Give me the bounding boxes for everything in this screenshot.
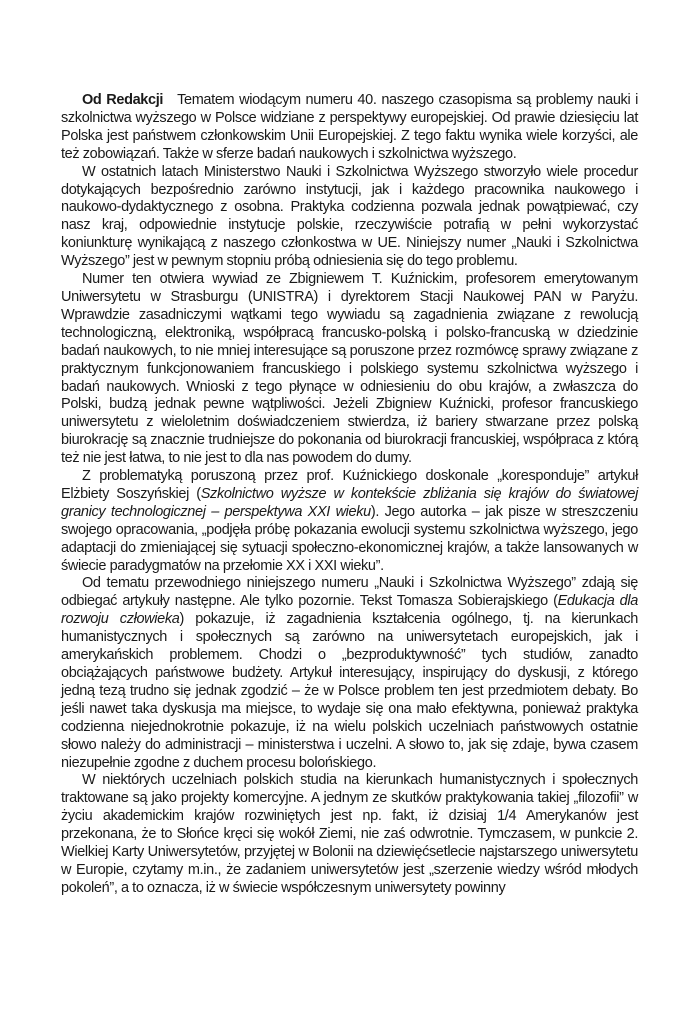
paragraph-1 — [61, 92, 638, 164]
paragraph-5-text-end: ) pokazuje, iż zagadnienia kształcenia ogólnego, tj. na kierunkach humanistycznych i społecznych są zarówno na uniwersytetach europejskich, jak i amerykańskich problemem. Chodzi o „bezproduktywność” tych studiów, zanadto obciążających państwowe budżety. Artykuł interesujący, inspirujący do dyskusji, z którego jedną tezą trudno się jednak zgodzić – że w Polsce problem ten jest przedmiotem debaty. Bo jeśli nawet taka dyskusja ma miejsce, to wydaje się ona mało efektywna, ponieważ praktyka codzienna niejednokrotnie pokazuje, iż na wielu polskich uczelniach państwowych ostatnie słowo należy do administracji – ministerstwa i uczelni. A słowo to, jak się zdaje, bywa czasem niezupełnie zgodne z duchem procesu bolońskiego. — [61, 611, 638, 771]
paragraph-4 — [61, 468, 638, 575]
paragraph-6: W niektórych uczelniach polskich studia na kierunkach humanistycznych i społecznych traktowane są jako projekty komercyjne. A jednym ze skutków praktykowania takiej „filozofii” w życiu akademickim krajów rozwiniętych jest np. fakt, iż dzisiaj 1/4 Amerykanów jest przekonana, że to Słońce kręci się wokół Ziemi, nie zaś odwrotnie. Tymczasem, w punkcie 2. Wielkiej Karty Uniwersytetów, przyjętej w Bolonii na dziewięćsetlecie najstarszego uniwersytetu w Europie, czytamy m.in., że zadaniem uniwersytetów jest „szerzenie wiedzy wśród młodych pokoleń”, a to oznacza, iż w świecie współczesnym uniwersytety powinny — [61, 772, 638, 896]
section-heading: Od Redakcji — [82, 92, 164, 108]
paragraph-4-text-end: ). Jego autorka – jak pisze w streszczeniu swojego opracowania, „podjęła próbę pokazania ewolucji systemu szkolnictwa wyższego, jego adaptacji do zmieniającej się sytuacji społeczno-ekonomicznej krajów, a także lansowanych w świecie paradygmatów na przełomie XX i XXI wieku”. — [61, 503, 638, 574]
editorial-text — [61, 92, 638, 898]
paragraph-1-text: Tematem wiodącym numeru 40. naszego czasopisma są problemy nauki i szkolnictwa wyższego w Polsce widziane z perspektywy europejskiej. Od prawie dziesięciu lat Polska jest państwem członkowskim Unii Europejskiej. Z tego faktu wynika wiele korzyści, ale też zobowiązań. Także w sferze badań naukowych i szkolnictwa wyższego. — [61, 92, 638, 162]
article-title-soszynska: Szkolnictwo wyższe w kontekście zbliżania się krajów do światowej granicy technologicznej – perspektywa XXI wieku — [61, 485, 638, 520]
paragraph-5-text-start: Od tematu przewodniego niniejszego numeru „Nauki i Szkolnictwa Wyższego” zdają się odbiegać artykuły następne. Ale tylko pozornie. Tekst Tomasza Sobierajskiego ( — [61, 575, 638, 610]
paragraph-3: Numer ten otwiera wywiad ze Zbigniewem T. Kuźnickim, profesorem emerytowanym Uniwersytetu w Strasburgu (UNISTRA) i dyrektorem Stacji Naukowej PAN w Paryżu. Wprawdzie zasadniczymi wątkami tego wywiadu są zagadnienia związane z rewolucją technologiczną, elektroniką, współpracą francusko-polską i polsko-francuską w dziedzinie badań naukowych, to nie mniej interesujące są poruszone przez rozmówcę sprawy związane z praktycznym funkcjonowaniem francuskiego i polskiego systemu szkolnictwa wyższego i badań naukowych. Wnioski z tego płynące w odniesieniu do obu krajów, a zwłaszcza do Polski, budzą jednak pewne wątpliwości. Jeżeli Zbigniew Kuźnicki, profesor francuskiego uniwersytetu z wieloletnim doświadczeniem stwierdza, iż bariery stwarzane przez polską biurokrację są znacznie trudniejsze do pokonania od biurokracji francuskiej, współpraca z którą też nie jest łatwa, to nie jest to dla nas powodem do dumy. — [61, 271, 638, 467]
paragraph-4-text-start: Z problematyką poruszoną przez prof. Kuźnickiego doskonale „koresponduje” artykuł Elżbiety Soszyńskiej ( — [61, 468, 638, 502]
article-title-sobierajski: Edukacja dla rozwoju człowieka — [61, 593, 638, 628]
paragraph-2: W ostatnich latach Ministerstwo Nauki i Szkolnictwa Wyższego stworzyło wiele procedur dotykających bezpośrednio zarówno instytucji, jak i każdego pracownika naukowego i naukowo-dydaktycznego z osobna. Praktyka codzienna pozwala jednak powątpiewać, czy nasz kraj, odpowiednie instytucje polskie, rzeczywiście potrafią w pełni wykorzystać koniunkturę wynikającą z naszego członkostwa w UE. Niniejszy numer „Nauki i Szkolnictwa Wyższego” jest w pewnym stopniu próbą odniesienia się do tego problemu. — [61, 163, 638, 270]
paragraph-5 — [61, 575, 638, 772]
